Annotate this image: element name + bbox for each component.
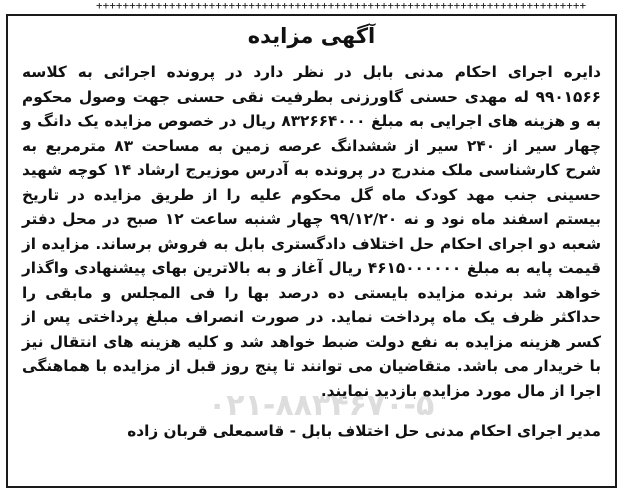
notice-signature: مدیر اجرای احکام مدنی حل اختلاف بابل - قاسمعلی قربان زاده [127,422,601,440]
notice-title: آگهی مزایده [247,24,376,48]
decorative-top-rule: ++++++++++++++++++++++++++++++++++++++++++++++++++++++++++++++++++++++++++ [96,0,587,12]
notice-body: دایره اجرای احکام مدنی بابل در نظر دارد در پرونده اجرائی به کلاسه ۹۹۰۱۵۶۶ له مهدی حسنی گاورزنی بطرفیت نقی حسنی جهت وصول محکوم به و هزینه های اجرایی به مبلغ ۸۳۲۶۶۴۰۰۰ ریال در خصوص مزایده یک دانگ و چهار سیر از ۲۴۰ سیر از ششدانگ عرصه زمین به مساحت ۸۳ مترمربع به شرح کارشناسی ملک مندرج در پرونده به آدرس موزیرج ارشاد ۱۴ کوچه شهید حسینی جنب مهد کودک ماه گل محکوم علیه را از طریق مزایده در تاریخ بیستم اسفند ماه نود و نه ۹۹/۱۲/۲۰ چهار شنبه ساعت ۱۲ صبح در محل دفتر شعبه دو اجرای احکام حل اختلاف دادگستری بابل به فروش برساند. مزایده از قیمت پایه به مبلغ ۴۶۱۵۰۰۰۰۰۰ ریال آغاز و به بالاترین بهای پیشنهادی واگذار خواهد شد برنده مزایده بایستی ده درصد بها را فی المجلس و مابقی را حداکثر ظرف یک ماه پرداخت نماید. در صورت انصراف مبلغ پرداختی پس از کسر هزینه مزایده به نفع دولت ضبط خواهد شد و کلیه هزینه های انتقال نیز با خریدار می باشد. متقاضیان می توانند تا پنج روز قبل از مزایده با هماهنگی اجرا از مال مورد مزایده بازدید نمایند. [22,63,601,400]
phone-watermark: ۰۲۱-۸۸۳۴۶۷۰-۵ [208,388,435,423]
notice-frame [6,14,617,488]
